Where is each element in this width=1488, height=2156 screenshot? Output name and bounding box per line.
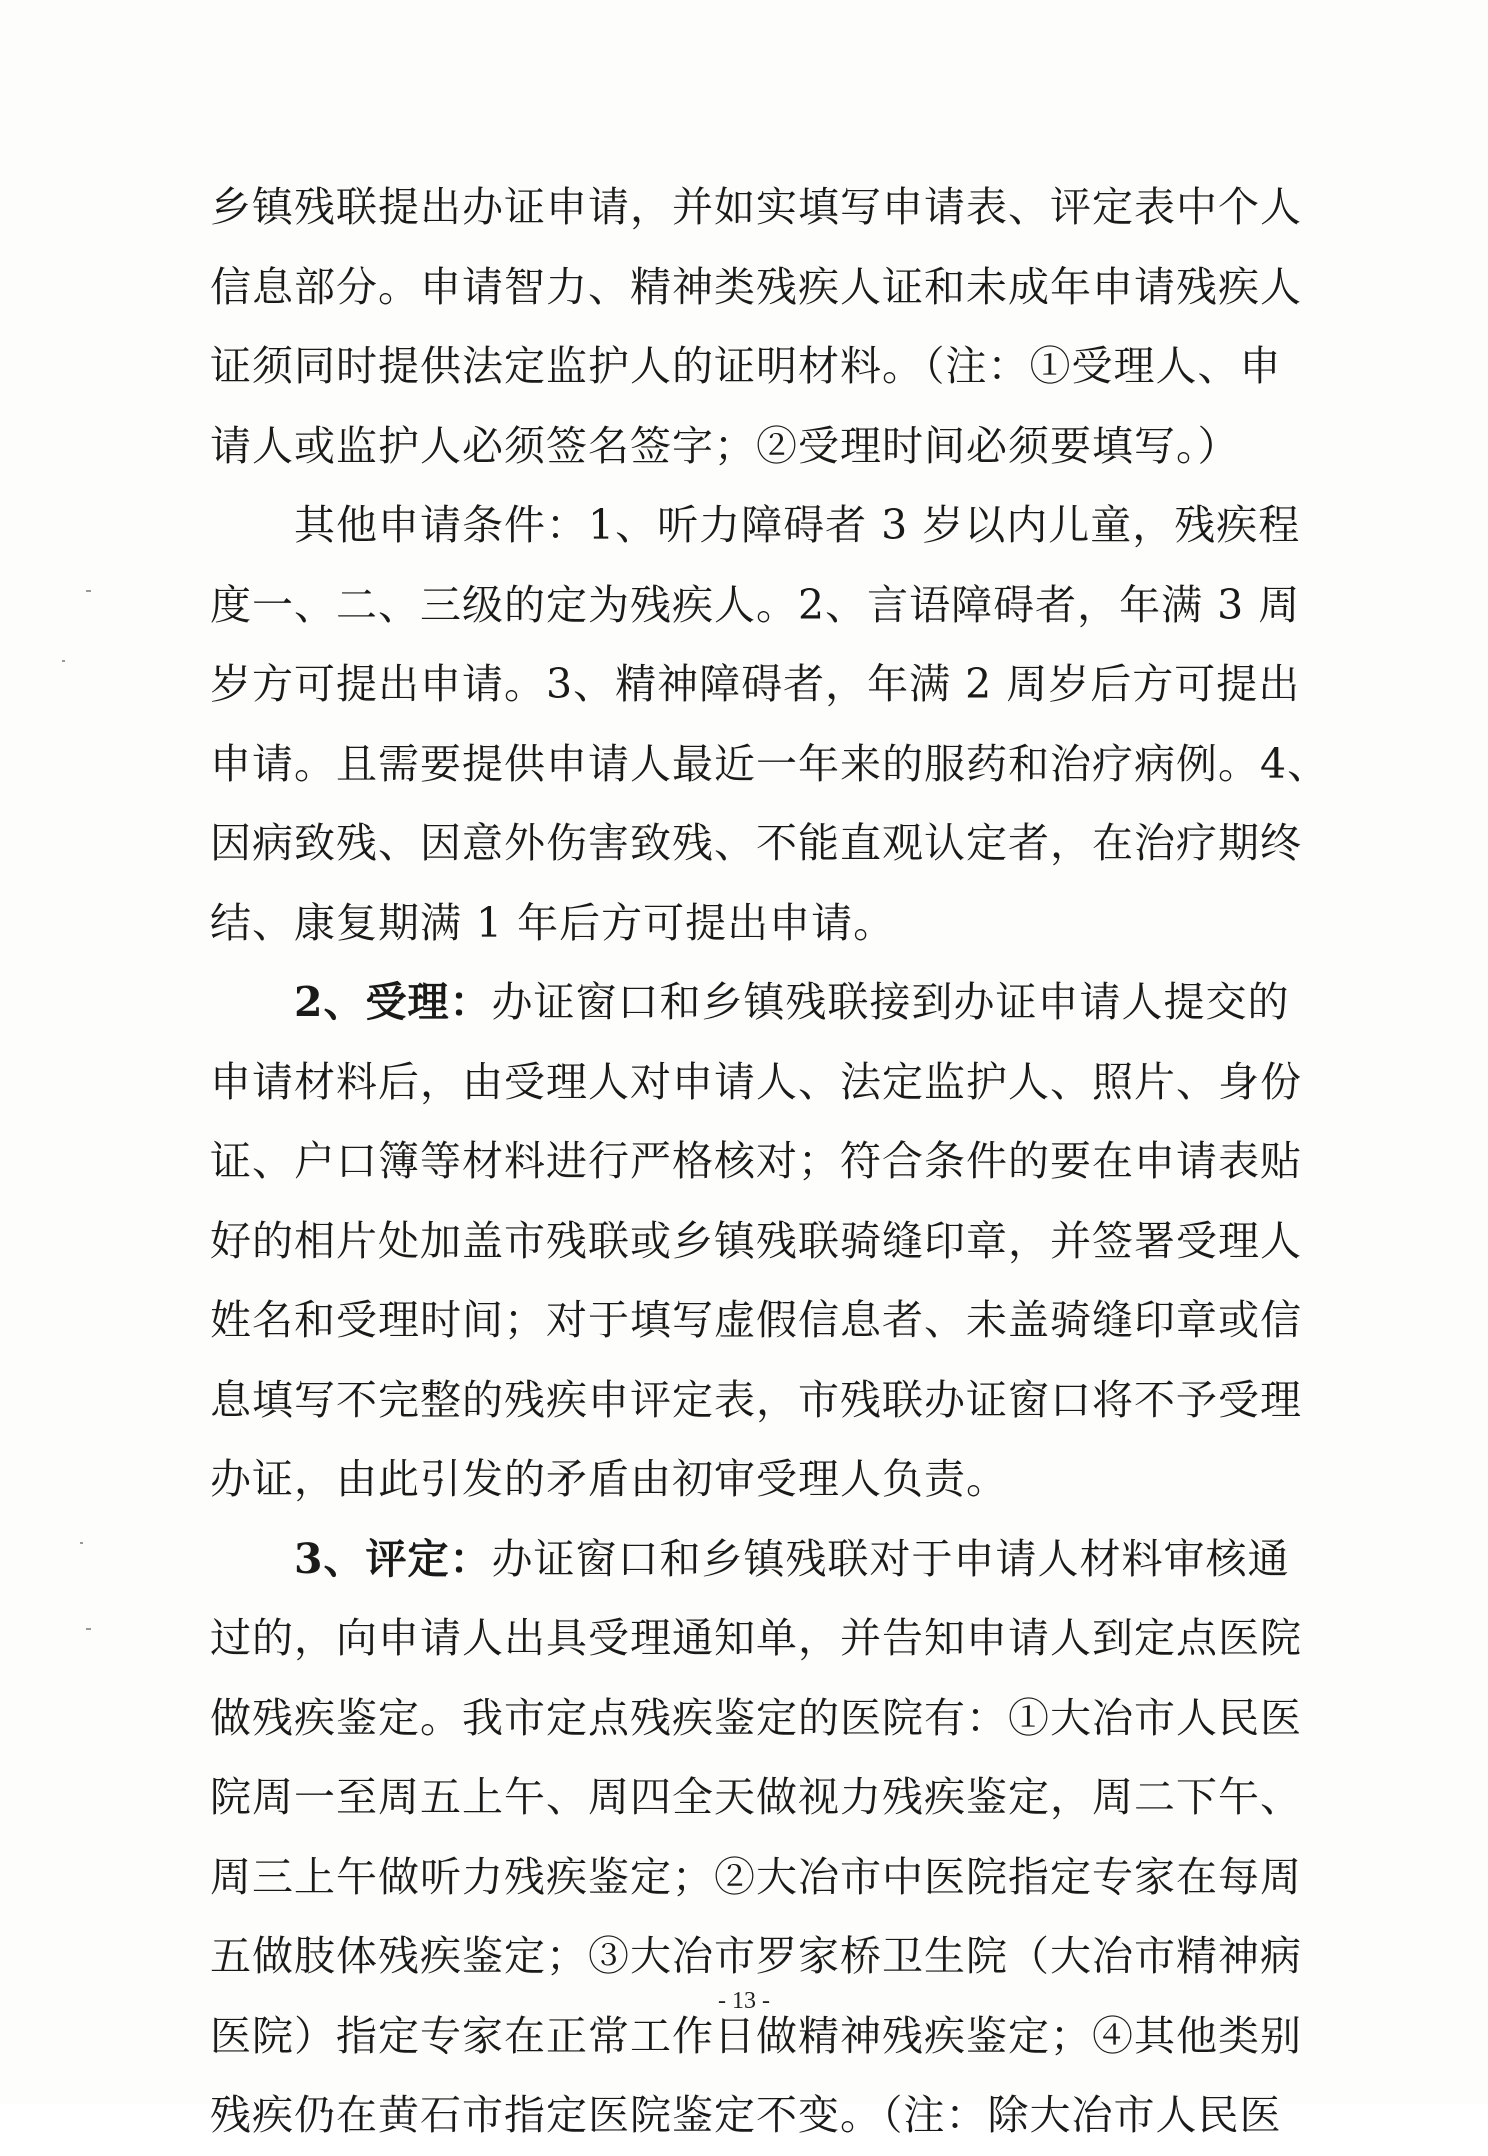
line-text: 办证窗口和乡镇残联对于申请人材料审核通 [491, 1534, 1290, 1583]
text-line [210, 486, 1301, 566]
line-text: 因病致残、因意外伤害致残、不能直观认定者，在治疗期终 [210, 819, 1302, 867]
text-line [210, 1043, 1302, 1123]
text-line [210, 1122, 1302, 1202]
text-line [210, 1202, 1302, 1282]
line-text: 周三上午做听力残疾鉴定；②大冶市中医院指定专家在每周 [210, 1852, 1302, 1901]
line-text: 过的，向申请人出具受理通知单，并告知申请人到定点医院 [210, 1614, 1302, 1662]
line-text: 医院）指定专家在正常工作日做精神残疾鉴定；④其他类别 [210, 2011, 1302, 2060]
text-line [210, 2076, 1282, 2156]
line-text: 结、康复期满 1 年后方可提出申请。 [210, 898, 896, 947]
text-line [210, 645, 1301, 725]
text-line [210, 963, 1290, 1043]
line-text: 证须同时提供法定监护人的证明材料。（注：①受理人、申 [210, 342, 1282, 390]
text-line [210, 1520, 1290, 1600]
text-line [210, 327, 1282, 407]
scan-speck [62, 660, 65, 662]
line-text: 申请。且需要提供申请人最近一年来的服药和治疗病例。4、 [210, 739, 1330, 788]
text-line [210, 1679, 1302, 1759]
text-line [210, 407, 1260, 487]
line-text: 证、户口簿等材料进行严格核对；符合条件的要在申请表贴 [210, 1137, 1302, 1185]
text-line [210, 566, 1301, 646]
text-line [210, 1838, 1302, 1918]
text-line [210, 884, 1260, 964]
line-text: 好的相片处加盖市残联或乡镇残联骑缝印章，并签署受理人 [210, 1216, 1302, 1265]
text-line [210, 1361, 1302, 1441]
section-heading: 3、评定： [294, 1534, 492, 1583]
line-text: 息填写不完整的残疾申评定表，市残联办证窗口将不予受理 [210, 1375, 1302, 1424]
line-text: 信息部分。申请智力、精神类残疾人证和未成年申请残疾人 [210, 262, 1302, 311]
text-line [210, 168, 1302, 248]
text-line [210, 1599, 1302, 1679]
text-line [210, 804, 1302, 884]
text-line [210, 1281, 1302, 1361]
line-text: 残疾仍在黄石市指定医院鉴定不变。（注：除大冶市人民医 [210, 2091, 1282, 2139]
text-line [210, 1917, 1302, 1997]
scan-speck [86, 1628, 91, 1630]
line-text: 院周一至周五上午、周四全天做视力残疾鉴定，周二下午、 [210, 1773, 1302, 1821]
text-line [210, 248, 1302, 328]
section-heading: 2、受理： [294, 978, 492, 1026]
text-line [210, 725, 1330, 805]
line-text: 请人或监护人必须签名签字；②受理时间必须要填写。） [210, 421, 1240, 470]
page-number: - 13 - [718, 1988, 770, 2014]
line-text: 申请材料后，由受理人对申请人、法定监护人、照片、身份 [210, 1057, 1302, 1106]
line-text: 办证窗口和乡镇残联接到办证申请人提交的 [491, 978, 1290, 1026]
line-text: 岁方可提出申请。3、精神障碍者，年满 2 周岁后方可提出 [210, 660, 1301, 708]
line-text: 度一、二、三级的定为残疾人。2、言语障碍者，年满 3 周 [210, 580, 1301, 629]
text-line [210, 1758, 1302, 1838]
line-text: 做残疾鉴定。我市定点残疾鉴定的医院有：①大冶市人民医 [210, 1693, 1302, 1742]
line-text: 五做肢体残疾鉴定；③大冶市罗家桥卫生院（大冶市精神病 [210, 1932, 1302, 1980]
body-text [210, 168, 1330, 2156]
line-text: 其他申请条件：1、听力障碍者 3 岁以内儿童，残疾程 [294, 501, 1301, 549]
scan-speck [80, 1542, 83, 1544]
text-line [210, 1440, 1260, 1520]
scan-speck [86, 590, 91, 592]
line-text: 乡镇残联提出办证申请，并如实填写申请表、评定表中个人 [210, 183, 1302, 231]
line-text: 姓名和受理时间；对于填写虚假信息者、未盖骑缝印章或信 [210, 1296, 1302, 1344]
line-text: 办证，由此引发的矛盾由初审受理人负责。 [210, 1455, 1008, 1503]
